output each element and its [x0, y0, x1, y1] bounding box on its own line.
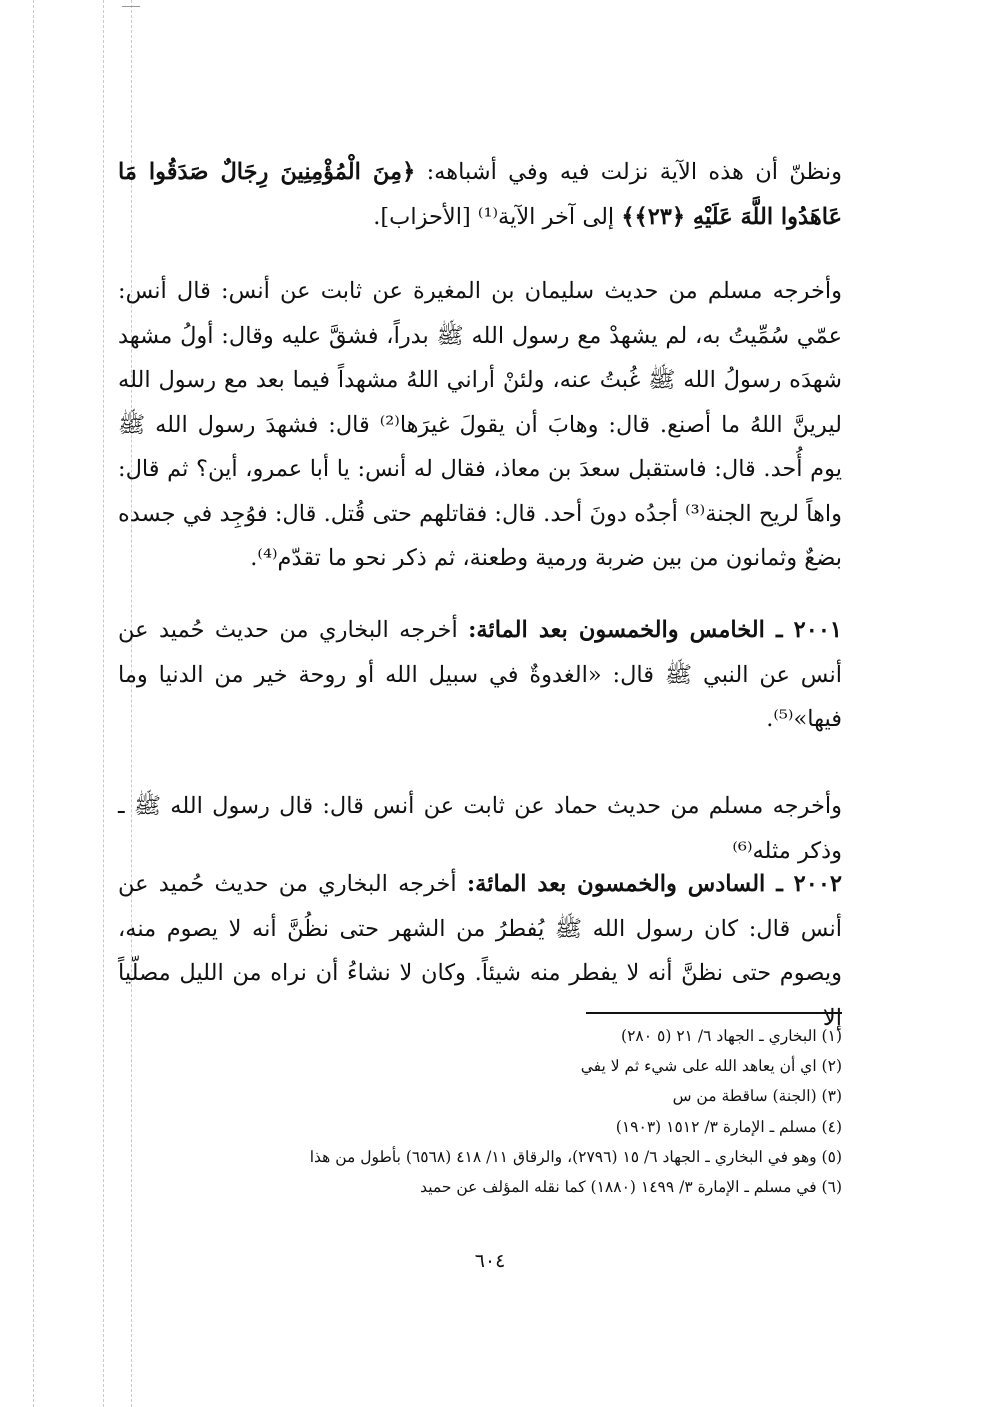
page-number: ٦٠٤ [474, 1250, 506, 1272]
footnote-item: (٦) في مسلم ـ الإمارة ٣/ ١٤٩٩ (١٨٨٠) كما نقله المؤلف عن حميد [420, 1178, 842, 1197]
entry-text: أخرجه البخاري من حديث حُميد عن أنس قال: كان رسول الله ﷺ يُفطرُ من الشهر حتى نظُنَّ أنه لا يصوم منه، ويصوم حتى نظنَّ أنه لا يفطر منه شيئاً. وكان لا نشاءُ أن نراه من الليل مصلّياً إلا [118, 871, 842, 1031]
footnote-item: (٣) (الجنة) ساقطة من س [672, 1087, 842, 1106]
entry-heading: ٢٠٠١ ـ الخامس والخمسون بعد المائة: [468, 617, 843, 643]
paragraph-lead-text: ونظنّ أن هذه الآية نزلت فيه وفي أشباهه: [426, 159, 842, 185]
footnote-item: (٥) وهو في البخاري ـ الجهاد ٦/ ١٥ (٢٧٩٦)، والرقاق ١١/ ٤١٨ (٦٥٦٨) بأطول من هذا [309, 1147, 842, 1166]
paragraph-muslim-narration [118, 269, 842, 581]
footnote-separator [586, 1012, 842, 1014]
paragraph-text: وأخرجه مسلم من حديث حماد عن ثابت عن أنس قال: قال رسول الله ﷺ ـ وذكر مثله⁽⁶⁾ [118, 793, 842, 864]
hadith-entry-2001 [118, 608, 842, 742]
paragraph-tail-text: إلى آخر الآية⁽¹⁾ [الأحزاب]. [373, 203, 615, 230]
quran-verse: ﴿مِنَ الْمُؤْمِنِينَ رِجَالٌ صَدَقُوا مَا عَاهَدُوا اللَّهَ عَلَيْهِ ﴿٢٣﴾﴾ [118, 159, 842, 230]
paragraph-muslim-hammad [118, 784, 842, 873]
paragraph-text: وأخرجه مسلم من حديث سليمان بن المغيرة عن ثابت عن أنس: قال أنس: عمّي سُمِّيتُ به، لم يشهدْ مع رسول الله ﷺ بدراً، فشقَّ عليه وقال: أولُ مشهد شهدَه رسولُ الله ﷺ غُبتُ عنه، ولئنْ أراني اللهُ مشهداً فيما بعد مع رسول الله ليرينَّ اللهُ ما أصنع. قال: وهابَ أن يقولَ غيرَها⁽²⁾ قال: فشهدَ رسول الله ﷺ يوم أُحد. قال: فاستقبل سعدَ بن معاذ، فقال له أنس: يا أبا عمرو، أين؟ ثم قال: واهاً لريح الجنة⁽³⁾ أجدُه دونَ أحد. قال: فقاتلهم حتى قُتل. قال: فوُجِد في جسده بضعٌ وثمانون من بين ضربة ورمية وطعنة، ثم ذكر نحو ما تقدّم⁽⁴⁾. [118, 278, 842, 571]
paragraph-verse-reference [118, 150, 842, 239]
footnotes [118, 1021, 842, 1202]
entry-heading: ٢٠٠٢ ـ السادس والخمسون بعد المائة: [466, 871, 843, 897]
footnote-item: (١) البخاري ـ الجهاد ٦/ ٢١ (٥ ٢٨٠) [621, 1027, 842, 1045]
entry-text: أخرجه البخاري من حديث حُميد عن أنس عن النبي ﷺ قال: «الغدوةٌ في سبيل الله أو روحة خير من الدنيا وما فيها»⁽⁵⁾. [118, 617, 842, 732]
scan-guide-line [33, 0, 34, 1407]
footnote-item: (٤) مسلم ـ الإمارة ٣/ ١٥١٢ (١٩٠٣) [615, 1117, 842, 1136]
footnote-item: (٢) اي أن يعاهد الله على شيء ثم لا يفي [580, 1057, 842, 1076]
scan-top-mark [122, 6, 140, 7]
scan-guide-line [103, 0, 104, 1407]
